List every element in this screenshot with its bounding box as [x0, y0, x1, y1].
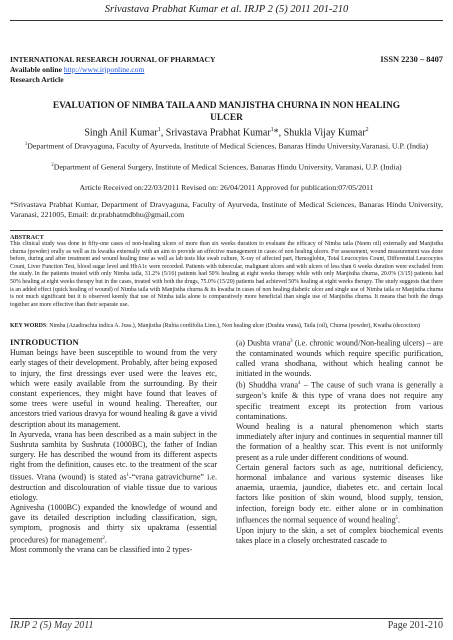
- citation-3: 3: [290, 339, 293, 344]
- keywords-text: : Nimba (Azadirachta indica A. Juss.), Manjistha (Rubia cordifolia Linn.), Non healing ulcer (Dushta vrana), Taila (oil), Churna (powder), Kwatha (decoction): [46, 323, 420, 329]
- title-line-1: EVALUATION OF NIMBA TAILA AND MANJISTHA CHURNA IN NON HEALING: [52, 101, 401, 111]
- journal-name: INTERNATIONAL RESEARCH JOURNAL OF PHARMACY: [10, 55, 216, 64]
- right-paragraph-1-cont: (i.e. chronic wound/Non-healing ulcers) – are the contaminated wounds which require specific purification, called vrana shodhana, without which healing cannot be initiated in the wounds.: [236, 338, 443, 379]
- author-2: Srivastava Prabhat Kumar: [165, 127, 271, 139]
- intro-paragraph-2-text: In Ayurveda, vrana has been described as a main subject in the Sushruta samhita by Sushruta (1000BC), the father of Indian surgery. He has described the wound from its different aspects right from the definition, causes etc. to the treatment of the scar tissues. Vrana (wound) is stated as: [10, 429, 217, 482]
- keywords-label: KEY WORDS: [10, 323, 47, 329]
- right-paragraph-1-text: (a) Dushta vrana: [236, 338, 291, 348]
- right-paragraph-4: [236, 463, 443, 526]
- affiliation-1: [10, 140, 443, 152]
- abstract-text: This clinical study was done in fifty-one cases of non-healing ulcers of more than six weeks duration to evaluate the efficacy of Nimba taila (Neem oil) externally and Manjistha churna (powder) orally as well as its kwatha externally with an aim to provide an effective management in cases of non healing ulcers. For assessment, wound measurement was done before, during and after treatment and wound healing time as well as lab tests like swab culture, X-ray of affected part, Hemoglobin, Total Leucocytes Count, Differential Leucocytes Count, Liver Function Test, blood sugar level and HbA1c were recorded. Patients with tubercular, malignant ulcers and with ulcers of less than 6 weeks duration were excluded from the study. In the patients treated with only Nimba taila, 31.2% (5/16) patients had 50% healing at eight weeks therapy while with only Manjistha churna, 20.0% (3/15) patients had 50% healing at eight weeks therapy but in the cases, treated with both the drugs, 75.0% (15/20) patients had achieved 50% healing at eight weeks therapy. The study suggests that there is an added effect (quick healing of wound) of Nimba taila with Manjistha churna & its kwatha in cases of non healing diabetic ulcer and single use of Nimba taila or Manjistha churna is not much significant but it is observed keenly that use of Nimba taila alone is comparatively more beneficial than single use of Manjistha churna. It means that both the drugs together are more effective than their separate use.: [10, 241, 444, 308]
- abstract-top-rule: [10, 230, 443, 231]
- introduction-heading: INTRODUCTION: [10, 337, 79, 347]
- citation-5: 5: [395, 515, 398, 521]
- availability-line: [10, 65, 443, 75]
- right-paragraph-1: [236, 337, 443, 379]
- article-dates: Article Received on:22/03/2011 Revised on: 26/04/2011 Approved for publication:07/05/2011: [79, 183, 374, 192]
- paper-title: [10, 100, 443, 124]
- journal-block: [10, 55, 443, 85]
- right-column: [236, 337, 443, 546]
- citation-1: 1: [126, 472, 129, 478]
- footer-rule: [10, 618, 443, 619]
- corresponding-author: *Srivastava Prabhat Kumar, Department of Dravyaguna, Faculty of Ayurveda, Institute of Medical Sciences, Banaras Hindu University, Varanasi, 221005, Email: dr.prabhatmdbhu@gmail.com: [10, 200, 443, 219]
- affiliation-1-marker: 1: [24, 142, 28, 147]
- author-3-affil: 2: [365, 127, 369, 133]
- intro-paragraph-3: [10, 503, 217, 545]
- affiliation-1-text: Department of Dravyaguna, Faculty of Ayurveda, Institute of Medical Sciences, Banaras Hindu University,Varanasi, U.P. (India): [27, 141, 429, 151]
- affiliation-2: [10, 161, 443, 173]
- affiliation-2-marker: 2: [51, 163, 54, 168]
- journal-issn: ISSN 2230 – 8407: [380, 55, 443, 64]
- footer-page-range: Page 201-210: [387, 620, 443, 631]
- right-paragraph-2-cont: – The cause of such vrana is generally a surgeon’s knife & this type of vrana does not require any specific treatment except its protection from various contaminations.: [236, 381, 443, 421]
- footer-journal-issue: IRJP 2 (5) May 2011: [10, 620, 94, 631]
- header-rule: [10, 20, 443, 21]
- author-1: Singh Anil Kumar: [84, 127, 158, 139]
- intro-paragraph-3-end: .: [104, 535, 107, 545]
- intro-paragraph-2: [10, 430, 217, 503]
- running-header: Srivastava Prabhat Kumar et al. IRJP 2 (5) 2011 201-210: [104, 4, 349, 15]
- title-line-2: ULCER: [210, 113, 243, 123]
- right-paragraph-4-end: .: [397, 515, 400, 525]
- journal-url-link[interactable]: http://www.irjponline.com: [63, 65, 145, 74]
- author-1-affil: 1: [157, 127, 161, 133]
- intro-paragraph-2-cont: -“vrana gatravichurne” i.e. destruction and discolouration of viable tissue due to various etiology.: [10, 472, 217, 502]
- citation-4: 4: [298, 381, 301, 387]
- corresponding-star: *: [273, 127, 279, 139]
- intro-paragraph-4: Most commonly the vrana can be classified into 2 types-: [10, 545, 193, 555]
- right-paragraph-4-text: Certain general factors such as age, nutritional deficiency, hormonal imbalance and various systemic diseases like anaemia, uraemia, jaundice, diabetes etc. and certain local factors like position of skin wound, blood supply, tension, infection, foreign body etc. either alone or in combination influences the normal sequence of wound healing: [236, 462, 443, 525]
- affiliation-2-text: Department of General Surgery, Institute of Medical Sciences, Banaras Hindu University, Varanasi, U.P. (India): [53, 162, 402, 172]
- author-2-affil: 1: [270, 127, 274, 133]
- right-paragraph-3: Wound healing is a natural phenomenon which starts immediately after injury and continues in sequential manner till the formation of a healthy scar. This event is not uniformly present as a rule under different conditions of wound.: [236, 421, 443, 462]
- keywords: [10, 323, 443, 331]
- right-paragraph-2-text: (b) Shuddha vrana: [236, 381, 299, 391]
- right-paragraph-5: Upon injury to the skin, a set of complex biochemical events takes place in a closely orchestrated cascade to: [236, 525, 443, 545]
- intro-paragraph-1: Human beings have been susceptible to wound from the very early stages of their development. Probably, after being exposed to injury, the first dressings ever used were the leaves etc, which were easily available from the surrounding. By their constant experiences, they might have found that leaves of some trees were useful in wound healing. Thereafter, our ancestors tried various dravya for wound healing & gave a vivid description about its management.: [10, 348, 217, 429]
- intro-paragraph-3-text: Agnivesha (1000BC) expanded the knowledge of wound and gave its detailed description including classification, sign, symptom, prognosis and thirty six upakrama (essential procedures) for management: [10, 502, 217, 545]
- abstract-heading: ABSTRACT: [10, 234, 44, 241]
- left-column: [10, 337, 217, 556]
- right-paragraph-2: [236, 379, 443, 421]
- available-prefix: Available online: [10, 65, 64, 74]
- article-type: Research Article: [10, 75, 64, 84]
- citation-2: 2: [102, 535, 105, 541]
- author-list: Singh Anil Kumar$^1$, Srivastava Prabhat Kumar$^1$*, Shukla Vijay Kumar$^2$: [84, 127, 369, 139]
- author-3: Shukla Vijay Kumar: [283, 127, 366, 139]
